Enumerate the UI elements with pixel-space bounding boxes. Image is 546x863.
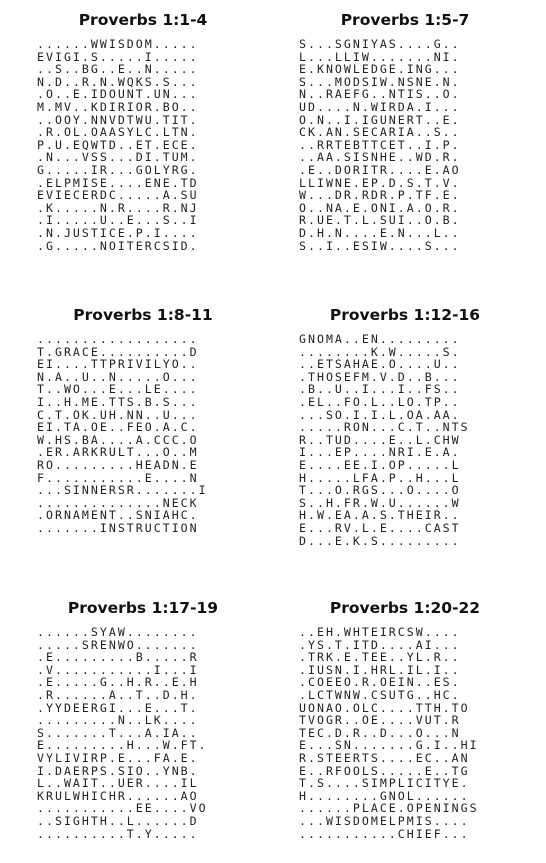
grid-text — [37, 333, 208, 535]
grid-row: EI....TTPRIVILYO.. — [37, 357, 199, 372]
grid-row: ..........T.Y..... — [37, 826, 199, 841]
puzzle-title: Proverbs 1:12-16 — [329, 306, 481, 324]
grid-row: I...EP....NRI.E.A. — [299, 445, 461, 460]
grid-row: O..NA.E.ONI.A.O.R. — [299, 200, 461, 215]
grid-row: I..H.ME.TTS.B.S... — [37, 394, 199, 409]
grid-row: .I.....U..E...S..I — [37, 213, 199, 228]
grid-row: UD....N.WIRDA.I... — [299, 99, 461, 114]
grid-row: E.KNOWLEDGE.ING... — [299, 62, 461, 77]
grid-row: R.UE.T.L.SUI..O.B. — [299, 213, 461, 228]
grid-row: .....RON...C.T..NTS — [299, 420, 470, 435]
grid-row: T...O.RGS...O....O — [299, 483, 461, 498]
grid-row: .V...........I...I — [37, 662, 199, 677]
grid-row: .N...VSS...DI.TUM. — [37, 150, 199, 165]
grid-row: ......WWISDOM..... — [37, 37, 199, 51]
puzzle-proverbs-1-5-7 — [295, 10, 515, 253]
grid-row: ........K.W.....S. — [299, 344, 461, 359]
grid-row: .ELPMISE....ENE.TD — [37, 175, 199, 190]
grid-row: R..TUD....E..L.CHW — [299, 432, 461, 447]
grid-row: ..OOY.NNVDTWU.TIT. — [37, 112, 199, 127]
grid-row: O.N..I.IGUNERT..E. — [299, 112, 461, 127]
grid-row: .THOSEFM.V.D..B... — [299, 369, 461, 384]
grid-row: ..AA.SISNHE..WD.R. — [299, 150, 461, 165]
grid-row: E..RFOOLS.....E..TG — [299, 763, 470, 778]
grid-row: S.......T...A.IA.. — [37, 725, 199, 740]
grid-row: R.STEERTS....EC..AN — [299, 750, 470, 765]
grid-row: S...SGNIYAS....G.. — [299, 37, 461, 51]
grid-row: ......PLACE.OPENINGS — [299, 801, 479, 816]
grid-row: TEC.D.R..D...O...N — [299, 725, 461, 740]
grid-row: N..RAEFG..NTIS..O. — [299, 87, 461, 102]
grid-text — [37, 626, 208, 840]
grid-row: EVIECERDC.....A.SU — [37, 188, 199, 203]
grid-row: .O..E.IDOUNT.UN... — [37, 87, 199, 102]
grid-text — [299, 626, 479, 840]
grid-text — [299, 333, 470, 547]
grid-row: .YYDEERGI...E...T. — [37, 700, 199, 715]
grid-row: S..I..ESIW....S... — [299, 238, 461, 253]
grid-row: ...........EE....VO — [37, 801, 208, 816]
grid-row: .COEEO.R.OEIN..ES. — [299, 675, 461, 690]
puzzle-title: Proverbs 1:20-22 — [329, 599, 481, 617]
puzzle-title: Proverbs 1:8-11 — [73, 306, 213, 324]
grid-row: ..............NECK — [37, 495, 199, 510]
grid-row: ..EH.WHTEIRCSW.... — [299, 625, 461, 639]
grid-row: E...SN.......G.I..HI — [299, 738, 479, 753]
grid-row: .R.OL.OAASYLC.LTN. — [37, 125, 199, 140]
grid-row: .G.....NOITERCSID. — [37, 238, 199, 253]
grid-row: D...E.K.S......... — [299, 533, 461, 548]
grid-row: S..H.FR.W.U......W — [299, 495, 461, 510]
grid-row: L..WAIT..UER....IL — [37, 776, 199, 791]
grid-row: UONAO.OLC....TTH.TO — [299, 700, 470, 715]
puzzle-proverbs-1-12-16 — [295, 305, 515, 548]
grid-row: VYLIVIRP.E...FA.E. — [37, 750, 199, 765]
grid-row: .EL..FO.L..LO.TP.. — [299, 394, 461, 409]
grid-row: LLIWNE.EP.D.S.T.V. — [299, 175, 461, 190]
puzzle-proverbs-1-1-4 — [33, 10, 253, 253]
grid-row: ..S..BG..E..N..... — [37, 62, 199, 77]
grid-row: ...WISDOMELPMIS.... — [299, 813, 470, 828]
grid-row: E.........H...W.FT. — [37, 738, 208, 753]
grid-row: .E.....G..H.R..E.H — [37, 675, 199, 690]
puzzle-title: Proverbs 1:1-4 — [78, 11, 208, 29]
grid-row: CK.AN.SECARIA..S.. — [299, 125, 461, 140]
grid-row: .YS.T.ITD....AI... — [299, 637, 461, 652]
grid-row: EVIGI.S.....I..... — [37, 49, 199, 64]
grid-row: H.....LFA.P..H...L — [299, 470, 461, 485]
grid-row: .........N..LK.... — [37, 713, 199, 728]
grid-row: G.....IR...GOLYRG. — [37, 162, 199, 177]
grid-row: .IUSN.I.HRL.IL.I.. — [299, 662, 461, 677]
grid-row: M.MV..KDIRIOR.BO.. — [37, 99, 199, 114]
grid-text — [299, 38, 461, 252]
grid-row: H........GNOL...... — [299, 788, 470, 803]
grid-row: ...SINNERSR.......I — [37, 483, 208, 498]
grid-row: S...MODSIW.NSNE.N. — [299, 74, 461, 89]
grid-row: H.W.EA.A.S.THEIR.. — [299, 508, 461, 523]
grid-row: .B..U..I...I..FS.. — [299, 382, 461, 397]
grid-row: T.GRACE..........D — [37, 344, 199, 359]
grid-row: .E.........B.....R — [37, 650, 199, 665]
grid-row: KRULWHICHR......AO — [37, 788, 199, 803]
grid-row: N.D..R.N.WQKS.S... — [37, 74, 199, 89]
grid-row: .N.JUSTICE.P.I.... — [37, 225, 199, 240]
grid-row: E....EE.I.OP.....L — [299, 457, 461, 472]
grid-row: ..RRTEBTTCET..I.P. — [299, 137, 461, 152]
grid-row: T..WO...E...LE.... — [37, 382, 199, 397]
grid-row: W.HS.BA....A.CCC.O — [37, 432, 199, 447]
grid-row: .................. — [37, 332, 199, 346]
grid-row: RO.........HEADN.E — [37, 457, 199, 472]
grid-row: ...........CHIEF... — [299, 826, 470, 841]
grid-row: .E..DORITR....E.AO — [299, 162, 461, 177]
grid-row: ...SO.I.I.L.OA.AA. — [299, 407, 461, 422]
grid-row: I.DAERPS.SIO..YNB. — [37, 763, 199, 778]
grid-row: L...LLIW.......NI. — [299, 49, 461, 64]
grid-text — [37, 38, 199, 252]
grid-row: F...........E....N — [37, 470, 199, 485]
grid-row: W...DR.RDR.P.TF.E. — [299, 188, 461, 203]
grid-row: ..SIGHTH..L......D — [37, 813, 199, 828]
grid-row: .TRK.E.TEE..YL.R.. — [299, 650, 461, 665]
puzzle-title: Proverbs 1:5-7 — [340, 11, 470, 29]
grid-row: .....SRENWO....... — [37, 637, 199, 652]
puzzle-proverbs-1-8-11 — [33, 305, 253, 535]
grid-row: .ER.ARKRULT...O..M — [37, 445, 199, 460]
puzzle-proverbs-1-17-19 — [33, 598, 253, 841]
grid-row: .K.....N.R....R.NJ — [37, 200, 199, 215]
grid-row: P.U.EQWTD..ET.ECE. — [37, 137, 199, 152]
grid-row: E...RV.L.E....CAST — [299, 520, 461, 535]
grid-row: .......INSTRUCTION — [37, 520, 199, 535]
grid-row: ......SYAW........ — [37, 625, 199, 639]
grid-row: T.S....SIMPLICITYE. — [299, 776, 470, 791]
grid-row: .LCTWNW.CSUTG..HC. — [299, 687, 461, 702]
grid-row: .R......A..T..D.H. — [37, 687, 199, 702]
grid-row: D.H.N....E.N...L.. — [299, 225, 461, 240]
grid-row: GNOMA..EN......... — [299, 332, 461, 346]
grid-row: .ORNAMENT..SNIAHC. — [37, 508, 199, 523]
puzzle-proverbs-1-20-22 — [295, 598, 515, 841]
grid-row: EI.TA.OE..FEO.A.C. — [37, 420, 199, 435]
puzzle-title: Proverbs 1:17-19 — [67, 599, 219, 617]
grid-row: TVOGR..OE....VUT.R — [299, 713, 461, 728]
grid-row: N.A..U..N.....O... — [37, 369, 199, 384]
grid-row: ..ETSAHAE.O....U.. — [299, 357, 461, 372]
grid-row: C.T.OK.UH.NN..U... — [37, 407, 199, 422]
